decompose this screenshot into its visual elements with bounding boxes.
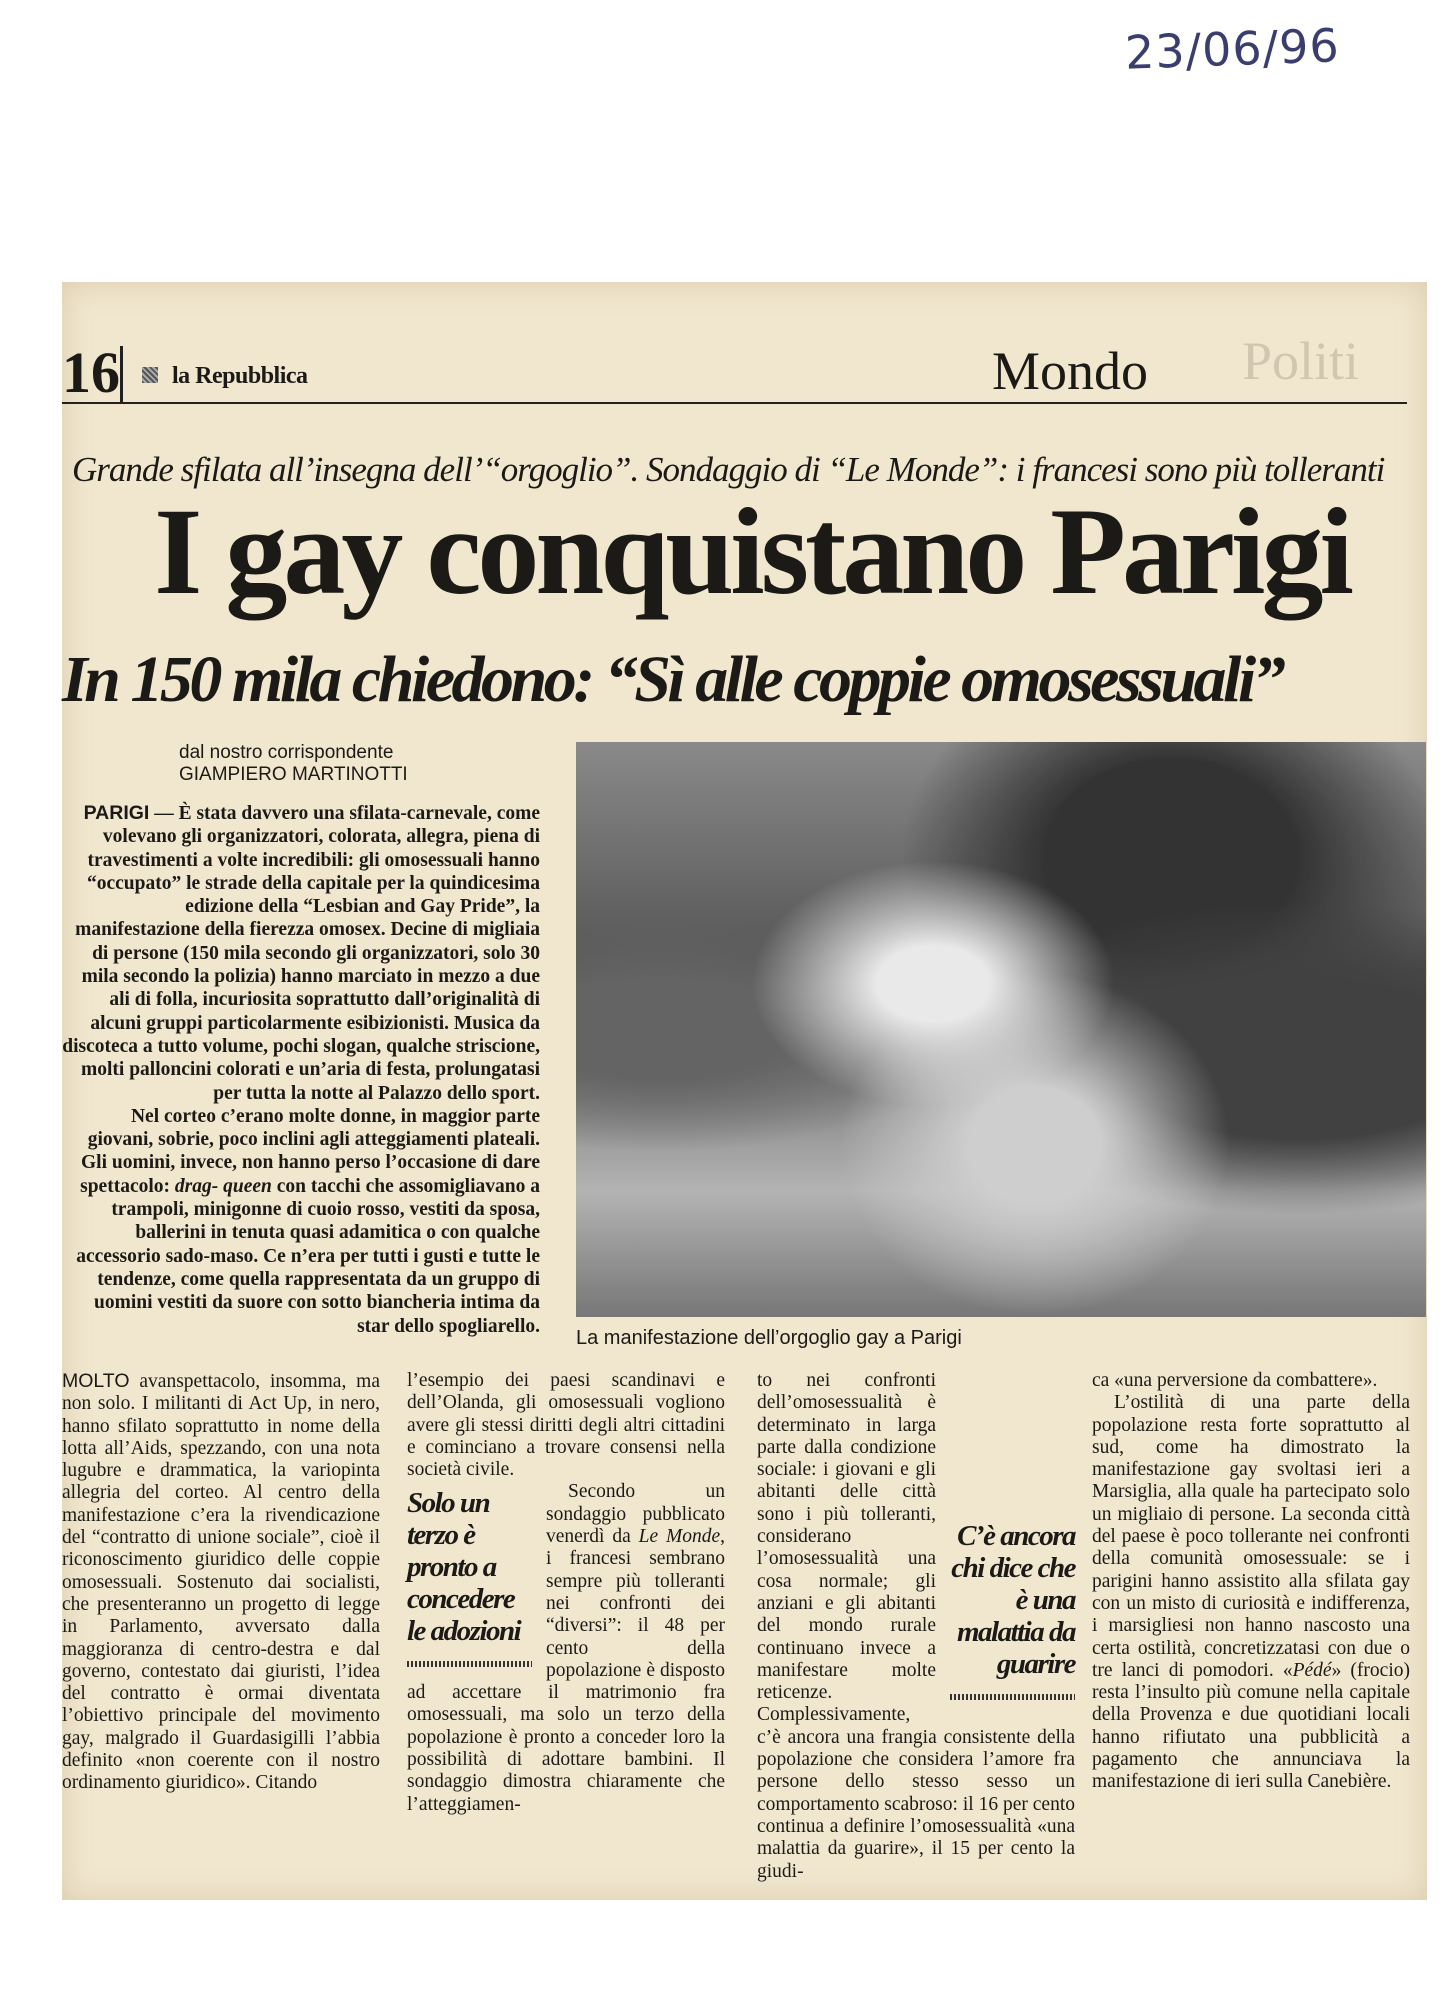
column-1-text: avanspettacolo, insomma, ma non solo. I militanti di Act Up, in nero, hanno sfilato soprattutto in nome della lotta all’Aids, spezzando, con una nota lugubre e drammatica, la variopinta allegria del corteo. Al centro della manifestazione c’era la rivendicazione del “contratto di unione sociale”, cioè il riconoscimento giuridico delle coppie omosessuali. Sostenuto dai socialisti, che presenteranno un progetto di legge in Parlamento, avversato dalla maggioranza di centro-destra e dal governo, contestato dai giuristi, l’idea del contratto è ormai diventata l’obiettivo principale del movimento gay, malgrado il Guardasigilli l’abbia definito «non coerente con il nostro ordinamento giuridico». Citando [62,1371,380,1794]
section-name: Mondo [992,341,1149,401]
column-3 [757,1370,1075,1882]
headline: I gay conquistano Parigi [154,483,1350,620]
handwritten-date: 23/06/96 [1124,18,1341,80]
page-header [62,331,1407,405]
column-3-text: to nei confronti dell’omosessualità è determinato in larga parte dalla condizione sociale: i giovani e gli abitanti delle città sono i più tolleranti, considerano l’omosessualità una cosa normale; gli anziani e gli abitanti del mondo rurale continuano invece a manifestare molte reticenze. Complessivamente, c’è ancora una frangia consistente della popolazione che considera l’amore fra persone dello stesso sesso un comportamento scabroso: il 16 per cento continua a definire l’omosessualità «una malattia da guarire», il 15 per cento la giudi- [757,1370,1075,1882]
lead-paragraph [62,802,540,1338]
pull-quote-2-text: C’è ancora chi dice che è una malattia da guarire [951,1520,1075,1680]
column-4-term: Pédé [1292,1659,1332,1681]
header-divider [120,346,123,404]
pull-quote-1 [407,1487,532,1667]
byline [179,742,408,786]
newspaper-clipping [62,282,1427,1900]
lead-text-2b: con tacchi che assomigliavano a trampoli, minigonne di cuoio rosso, vestiti da sposa, ballerini in tenuta quasi adamitica o con qualche accessorio sado-maso. Ce n’era per tutti i gusti e tutte le tendenze, come quella rappresentata da un gruppo di uomini vestiti da suore con sotto biancheria intima da star dello spogliarello. [76,1175,540,1337]
dateline: PARIGI [83,802,150,824]
masthead-square-icon [142,367,158,383]
column-2-text-b1: Secondo un sondaggio pubblicato venerdì da [546,1481,725,1548]
kicker: Grande sfilata all’insegna dell’“orgoglio”. Sondaggio di “Le Monde”: i francesi sono più tolleranti [72,450,1385,489]
column-lead-word: MOLTO [62,1370,130,1392]
column-2-text-b2: , i francesi sembrano sempre più tolleranti nei confronti dei “diversi”: il 48 per cento della popolazione è disposto ad accettare il matrimonio fra omosessuali, ma solo un terzo della popolazione è pronto a conceder loro la possibilità di adottare bambini. Il sondaggio dimostra chiaramente che l’atteggiamen- [407,1526,725,1815]
lead-text-2-em: drag- queen [174,1175,272,1197]
pull-quote-1-text: Solo un terzo è pronto a concedere le adozioni [407,1487,521,1648]
column-1 [62,1370,380,1870]
parade-photo [576,742,1426,1317]
byline-author: GIAMPIERO MARTINOTTI [179,764,408,785]
byline-role: dal nostro corrispondente [179,742,394,763]
subheadline: In 150 mila chiedono: “Sì alle coppie omosessuali” [62,643,1283,716]
pull-quote-2-rule [950,1694,1075,1700]
column-4-text-b1: L’ostilità di una parte della popolazione resta forte soprattutto al sud, come ha dimostrato la manifestazione gay svoltasi ieri a Marsiglia, alla quale ha partecipato solo un migliaio di persone. La seconda città del paese è poco tollerante nei confronti della comunità omosessuale: se i parigini hanno assistito alla sfilata gay con un misto di curiosità e indifferenza, i marsigliesi non hanno nascosto una certa ostilità, concretizzatasi con due o tre lanci di pomodori. « [1092,1392,1410,1681]
photo-caption: La manifestazione dell’orgoglio gay a Parigi [576,1327,962,1349]
column-2-source: Le Monde [638,1526,721,1548]
lead-text: — È stata davvero una sfilata-carnevale, come volevano gli organizzatori, colorata, allegra, piena di travestimenti a volte incredibili: gli omosessuali hanno “occupato” le strade della capitale per la quindicesima edizione della “Lesbian and Gay Pride”, la manifestazione della fierezza omosex. Decine di migliaia di persone (150 mila secondo gli organizzatori, solo 30 mila secondo la polizia) hanno marciato in mezzo a due ali di folla, incuriosita soprattutto dall’originalità di alcuni gruppi particolarmente esibizionisti. Musica da discoteca a tutto volume, pochi slogan, qualche striscione, molti palloncini colorati e un’aria di festa, prolungatasi per tutta la notte al Palazzo dello sport. [62,803,540,1104]
newspaper-name: la Repubblica [172,363,308,389]
column-2 [407,1370,725,1870]
bleed-through-text: Politi [1242,331,1360,391]
pull-quote-1-rule [407,1661,532,1667]
column-4 [1092,1370,1410,1870]
pull-quote-2 [950,1520,1075,1700]
page-number: 16 [62,340,120,405]
column-2-text-a: l’esempio dei paesi scandinavi e dell’Olanda, gli omosessuali vogliono avere gli stessi diritti degli altri cittadini e cominciano a trovare consensi nella società civile. [407,1370,725,1481]
lead-text-2a: Nel corteo c’erano molte donne, in maggior parte giovani, sobrie, poco inclini agli atteggiamenti plateali. Gli uomini, invece, non hanno perso l’occasione di dare spettacolo: [80,1105,540,1197]
column-4-text-b2: » (frocio) resta l’insulto più comune nella capitale della Provenza e due quotidiani locali hanno rifiutato una pubblicità a pagamento che annunciava la manifestazione di ieri sulla Canebière. [1092,1659,1410,1793]
column-4-text-a: ca «una perversione da combattere». [1092,1370,1378,1391]
